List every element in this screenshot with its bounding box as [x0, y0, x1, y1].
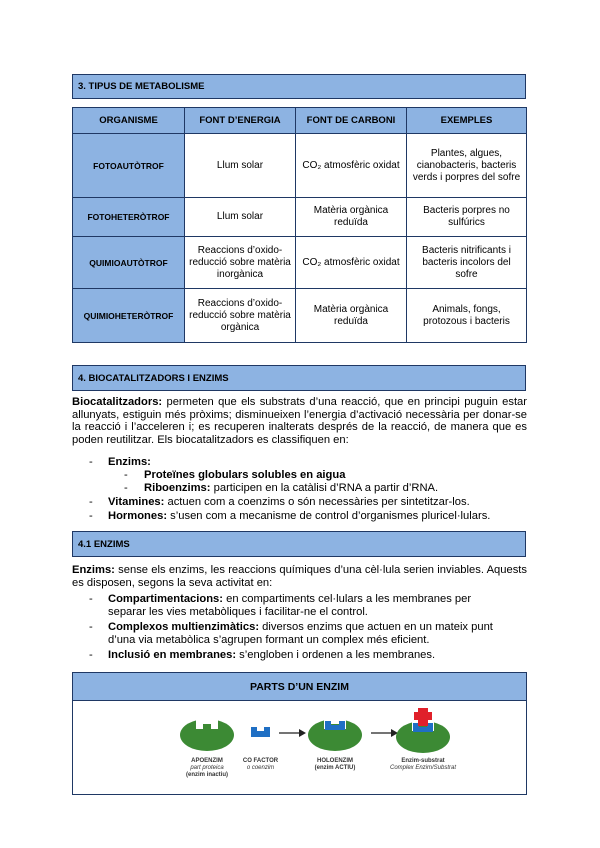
parts-enzim-header	[73, 673, 526, 701]
section-4-header	[72, 365, 526, 391]
enzims-paragraph	[72, 564, 527, 589]
term: Inclusió en membranes:	[108, 649, 237, 661]
cell-carboni: CO₂ atmosfèric oxidat	[296, 237, 407, 289]
cell-organisme: FOTOHETERÒTROF	[73, 198, 185, 237]
parts-enzim-box	[72, 672, 527, 795]
table-row	[73, 134, 527, 198]
metabolism-table	[72, 107, 527, 343]
cell-carboni: Matèria orgànica reduïda	[296, 289, 407, 343]
table-row	[73, 289, 527, 343]
cell-organisme: QUIMIOHETERÒTROF	[73, 289, 185, 343]
list-dash: -	[89, 649, 93, 661]
section-4-1-title: 4.1 ENZIMS	[78, 538, 130, 550]
biocatalitzadors-paragraph	[72, 396, 527, 446]
item-text: participen en la catàlisi d’RNA a partir d’RNA.	[210, 482, 439, 494]
cell-carboni: Matèria orgànica reduïda	[296, 198, 407, 237]
label-main: APOENZIM	[191, 758, 223, 764]
label-sub: (enzim ACTIU)	[314, 765, 356, 771]
item-text: actuen com a coenzims o són necessàries per sintetitzar-los.	[164, 496, 470, 508]
column-header: ORGANISME	[73, 108, 185, 134]
enzyme-substrate-shape	[396, 708, 450, 753]
list-item-enzims: Enzims:	[108, 456, 151, 468]
list-item-complexos	[108, 621, 527, 634]
column-header: EXEMPLES	[407, 108, 527, 134]
enzyme-substrate-label	[385, 758, 461, 772]
section-4-title: 4. BIOCATALITZADORS I ENZIMS	[78, 372, 229, 384]
list-item-inclusio	[108, 649, 435, 662]
holoenzyme-label	[305, 758, 365, 772]
arrow-icon	[279, 729, 306, 737]
arrow-icon	[371, 729, 398, 737]
cell-energia: Reaccions d’oxido-reducció sobre matèria orgànica	[185, 289, 296, 343]
term: Enzims:	[72, 564, 115, 576]
term: Hormones:	[108, 510, 168, 522]
cell-organisme: FOTOAUTÒTROF	[73, 134, 185, 198]
section-3-title: 3. TIPUS DE METABOLISME	[78, 81, 205, 92]
cell-energia: Reaccions d’oxido-reducció sobre matèria inorgànica	[185, 237, 296, 289]
list-item-hormones	[108, 510, 490, 523]
term: Compartimentacions:	[108, 593, 223, 605]
list-dash: -	[89, 496, 93, 508]
table-header-row	[73, 108, 527, 134]
parts-enzim-title: PARTS D’UN ENZIM	[250, 680, 349, 693]
term: Riboenzims:	[144, 482, 211, 494]
label-main: CO FACTOR	[242, 758, 279, 764]
term: Complexos multienzimàtics:	[108, 621, 260, 633]
cell-exemples: Animals, fongs, protozous i bacteris	[407, 289, 527, 343]
list-item-proteines: Proteïnes globulars solubles en aigua	[144, 469, 346, 481]
table-row	[73, 198, 527, 237]
cofactor-shape	[251, 727, 270, 737]
label-main: Enzim-substrat	[401, 758, 445, 764]
cell-energia: Llum solar	[185, 198, 296, 237]
term: Biocatalitzadors:	[72, 396, 163, 408]
apoenzyme-label	[177, 758, 237, 779]
item-text: s’engloben i ordenen a les membranes.	[236, 649, 436, 661]
section-4-1-header	[72, 531, 526, 557]
list-item-riboenzims	[144, 482, 438, 495]
item-text: s’usen com a mecanisme de control d’organismes pluricel·lulars.	[167, 510, 491, 522]
list-dash: -	[124, 469, 128, 481]
label-sub: Complex Enzim/Substrat	[389, 765, 457, 771]
paragraph-text: permeten que els substrats d’una reacció, que en principi puguin estar allunyats, estiguin més pròxims; disminueixen l’energia d’activació necessària per donar-se la reacció i l’acceleren i; es recuperen inalterats després de la reacció, de manera que es poden reutilitzar. Els biocatalitzadors es classifiquen en:	[72, 396, 527, 446]
label-main: HOLOENZIM	[317, 758, 353, 764]
item-text-line2: separar les vies metabòliques i facilitar-ne el control.	[108, 606, 368, 618]
item-text: diversos enzims que actuen en un mateix punt	[259, 621, 493, 633]
list-item-vitamines	[108, 496, 470, 509]
label-sub: (enzim inactiu)	[185, 772, 228, 778]
enzyme-diagram	[73, 700, 526, 794]
item-text-line2: d’una via metabòlica s’agrupen formant un complex més eficient.	[108, 634, 430, 646]
table-row	[73, 237, 527, 289]
cell-exemples: Plantes, algues, cianobacteris, bacteris verds i porpres del sofre	[407, 134, 527, 198]
item-text: en compartiments cel·lulars a les membranes per	[223, 593, 472, 605]
apoenzyme-shape	[180, 719, 234, 751]
list-dash: -	[89, 456, 93, 468]
column-header: FONT D’ENERGIA	[185, 108, 296, 134]
section-3-header	[72, 74, 526, 99]
label-sub: o coenzim	[246, 765, 275, 771]
paragraph-text: sense els enzims, les reaccions químiques d’una cèl·lula serien inviables. Aquests es disposen, segons la seva activitat en:	[72, 564, 527, 589]
label-sub: part proteica	[190, 765, 224, 771]
list-dash: -	[89, 510, 93, 522]
cofactor-label	[233, 758, 288, 772]
column-header: FONT DE CARBONI	[296, 108, 407, 134]
cell-exemples: Bacteris nitrificants i bacteris incolors del sofre	[407, 237, 527, 289]
cell-organisme: QUIMIOAUTÒTROF	[73, 237, 185, 289]
list-dash: -	[124, 482, 128, 494]
cell-carboni: CO₂ atmosfèric oxidat	[296, 134, 407, 198]
term: Vitamines:	[108, 496, 165, 508]
holoenzyme-shape	[308, 719, 362, 751]
cell-exemples: Bacteris porpres no sulfúrics	[407, 198, 527, 237]
cell-energia: Llum solar	[185, 134, 296, 198]
list-item-compartimentacions	[108, 593, 527, 606]
list-dash: -	[89, 593, 93, 605]
list-dash: -	[89, 621, 93, 633]
